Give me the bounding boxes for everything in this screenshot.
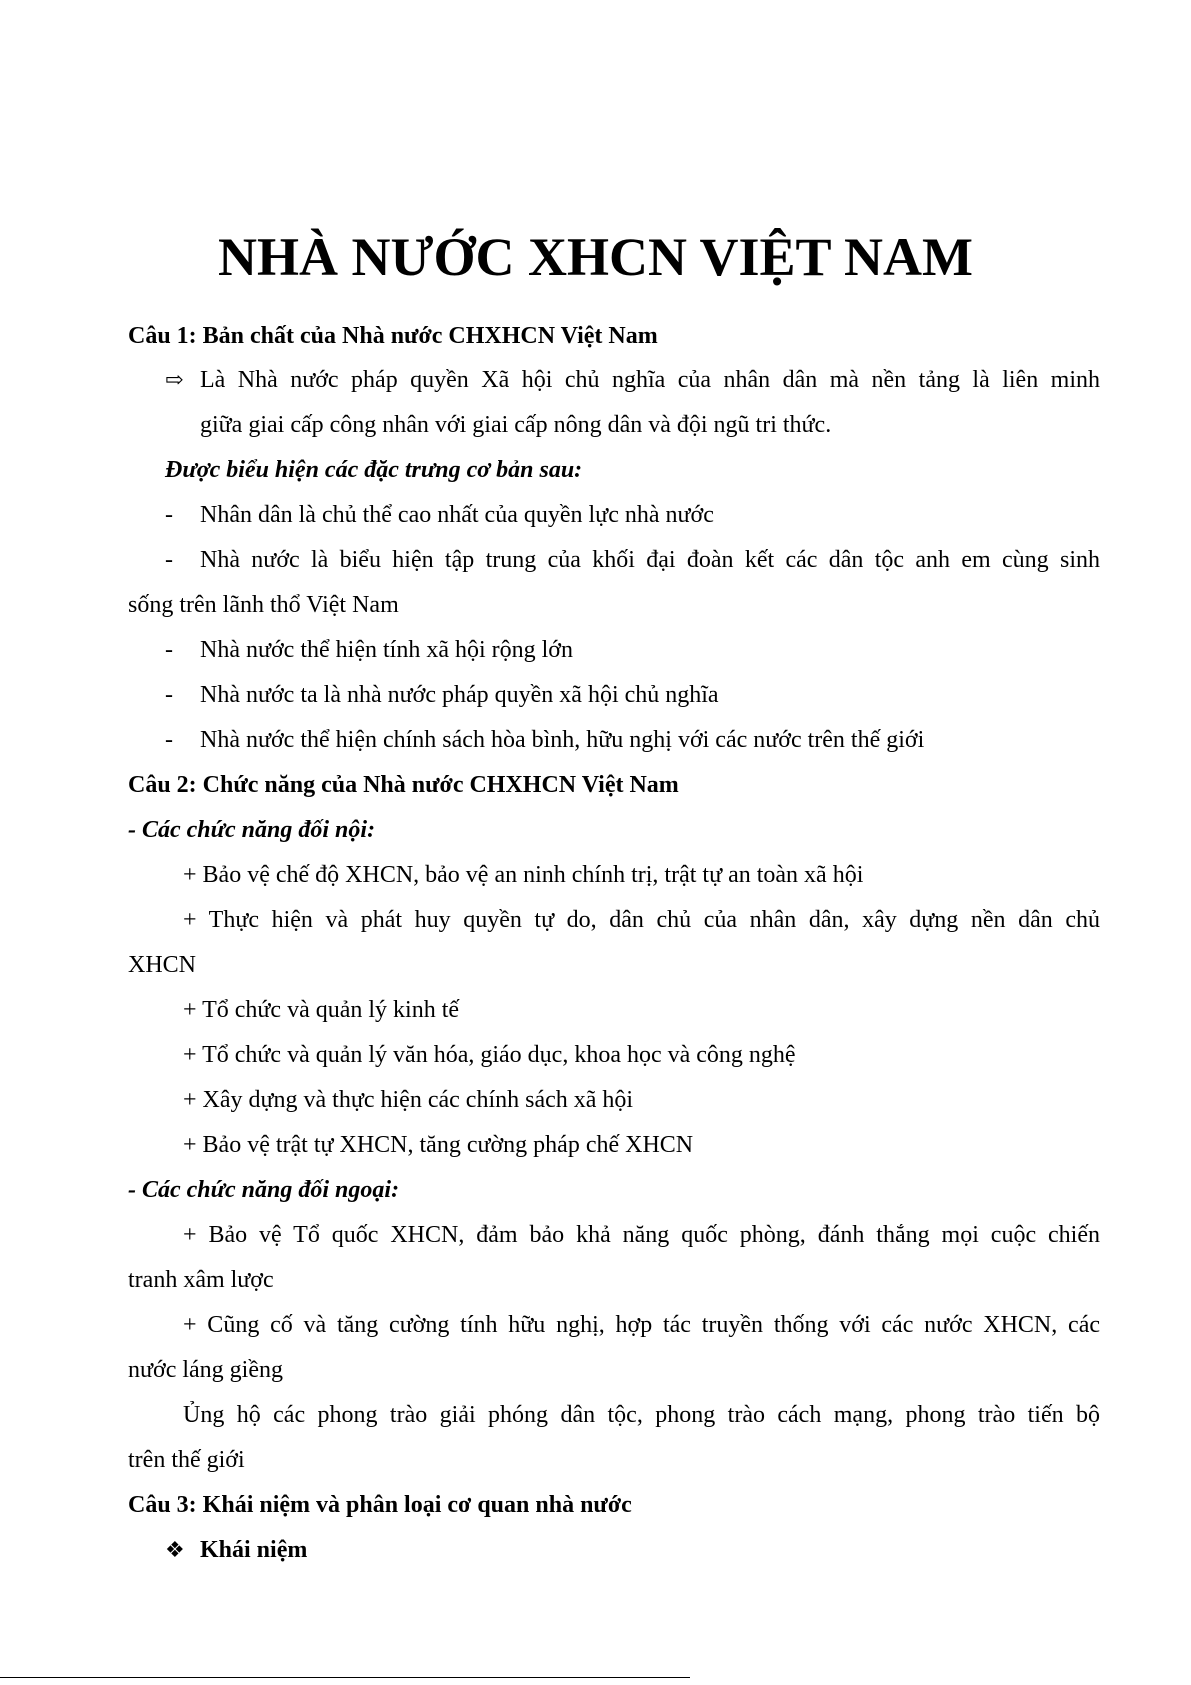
q2-external-item-1-line-2: tranh xâm lược — [128, 1267, 274, 1293]
q2-external-item-2-line-2: nước láng giềng — [128, 1357, 283, 1383]
q1-item-2-line-1: Nhà nước là biểu hiện tập trung của khối đại đoàn kết các dân tộc anh em cùng sinh — [200, 547, 1100, 573]
dash-marker: - — [165, 727, 173, 753]
q2-external-item-1-line-1: + Bảo vệ Tổ quốc XHCN, đảm bảo khả năng quốc phòng, đánh thắng mọi cuộc chiến — [183, 1222, 1100, 1248]
q3-bullet-label: Khái niệm — [200, 1537, 308, 1563]
footer-dashed-rule — [595, 1677, 690, 1678]
q2-internal-heading: - Các chức năng đối nội: — [128, 817, 376, 843]
q1-heading: Câu 1: Bản chất của Nhà nước CHXHCN Việt Nam — [128, 323, 658, 349]
arrow-icon: ⇨ — [165, 367, 184, 392]
dash-marker: - — [165, 637, 173, 663]
q2-external-item-3-line-2: trên thế giới — [128, 1447, 245, 1473]
diamond-bullet-icon: ❖ — [165, 1537, 185, 1562]
q2-external-item-3-line-1: Ủng hộ các phong trào giải phóng dân tộc, phong trào cách mạng, phong trào tiến bộ — [183, 1402, 1100, 1428]
footer-rule — [0, 1677, 690, 1678]
q1-subheading: Được biểu hiện các đặc trưng cơ bản sau: — [165, 457, 583, 483]
q2-internal-item-2-line-2: XHCN — [128, 952, 197, 978]
q1-item-1: Nhân dân là chủ thể cao nhất của quyền lực nhà nước — [200, 502, 714, 528]
q1-item-2-line-2: sống trên lãnh thổ Việt Nam — [128, 592, 399, 618]
q1-item-4: Nhà nước ta là nhà nước pháp quyền xã hội chủ nghĩa — [200, 682, 719, 708]
q2-internal-item-2-line-1: + Thực hiện và phát huy quyền tự do, dân chủ của nhân dân, xây dựng nền dân chủ — [183, 907, 1100, 933]
q2-heading: Câu 2: Chức năng của Nhà nước CHXHCN Việt Nam — [128, 772, 679, 798]
q2-internal-item-4: + Tổ chức và quản lý văn hóa, giáo dục, khoa học và công nghệ — [183, 1042, 796, 1068]
q2-internal-item-5: + Xây dựng và thực hiện các chính sách xã hội — [183, 1087, 634, 1113]
dash-marker: - — [165, 682, 173, 708]
q1-arrow-line-1: Là Nhà nước pháp quyền Xã hội chủ nghĩa của nhân dân mà nền tảng là liên minh — [200, 367, 1100, 393]
q2-external-heading: - Các chức năng đối ngoại: — [128, 1177, 400, 1203]
q2-internal-item-3: + Tổ chức và quản lý kinh tế — [183, 997, 460, 1023]
dash-marker: - — [165, 502, 173, 528]
page-title: NHÀ NƯỚC XHCN VIỆT NAM — [217, 227, 974, 287]
dash-marker: - — [165, 547, 173, 573]
q1-arrow-line-2: giữa giai cấp công nhân với giai cấp nông dân và đội ngũ tri thức. — [200, 412, 832, 438]
q3-heading: Câu 3: Khái niệm và phân loại cơ quan nhà nước — [128, 1492, 632, 1518]
q2-internal-item-1: + Bảo vệ chế độ XHCN, bảo vệ an ninh chính trị, trật tự an toàn xã hội — [183, 862, 864, 888]
q1-item-5: Nhà nước thể hiện chính sách hòa bình, hữu nghị với các nước trên thế giới — [200, 727, 925, 753]
q2-external-item-2-line-1: + Cũng cố và tăng cường tính hữu nghị, hợp tác truyền thống với các nước XHCN, các — [183, 1312, 1100, 1338]
q2-internal-item-6: + Bảo vệ trật tự XHCN, tăng cường pháp chế XHCN — [183, 1132, 694, 1158]
q1-item-3: Nhà nước thể hiện tính xã hội rộng lớn — [200, 637, 573, 663]
